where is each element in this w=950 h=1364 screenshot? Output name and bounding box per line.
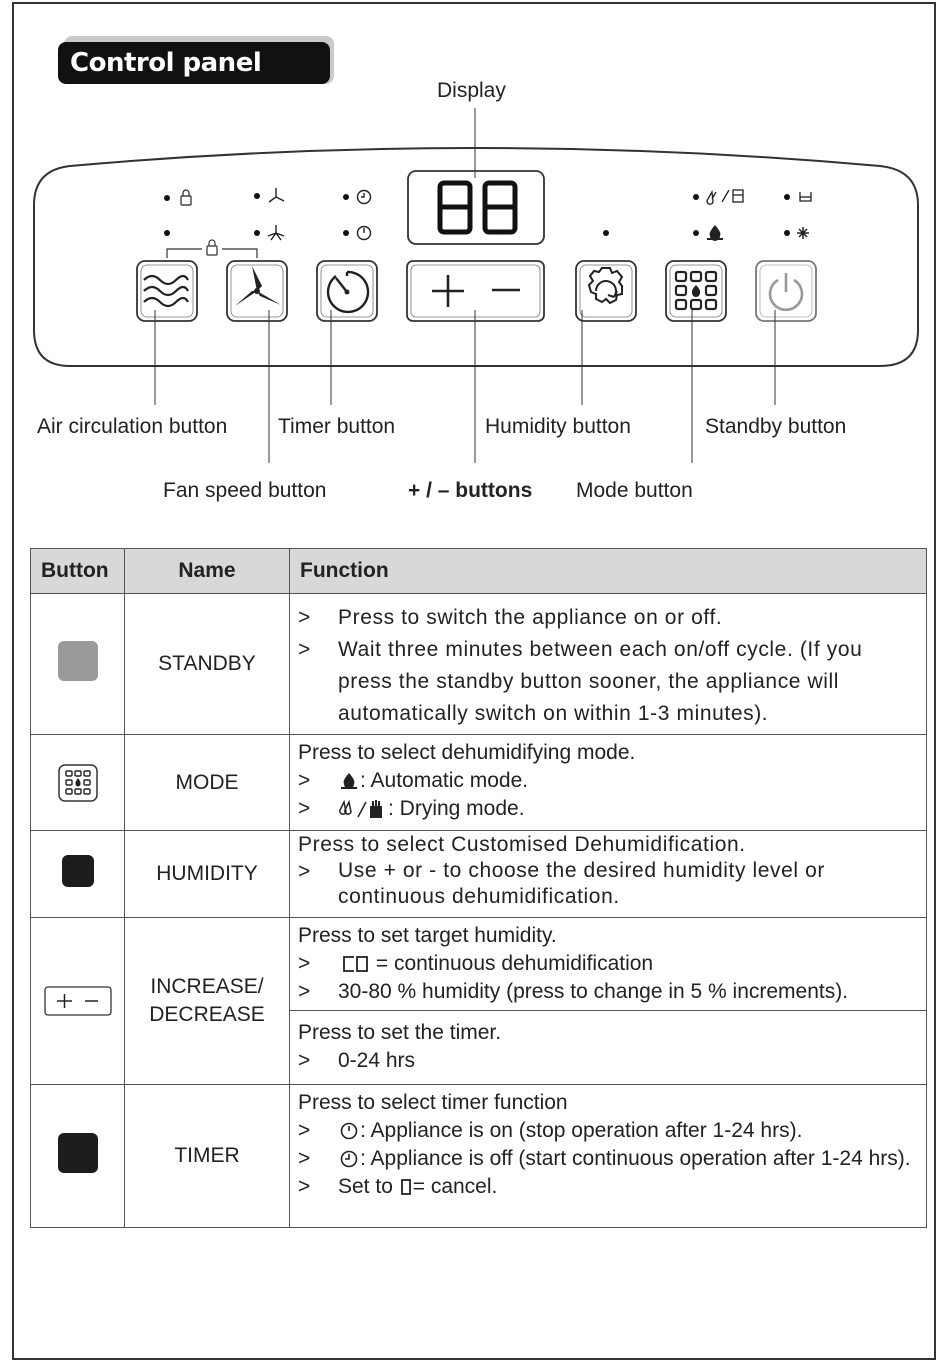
timer-off-icon bbox=[338, 1149, 360, 1169]
table-row: TIMER Press to select timer function > : Appliance is on (stop operation after 1-24 hrs). > : Appliance is off (start continuous operation after 1-24 hrs). > Set to = cancel. bbox=[31, 1085, 927, 1228]
header-button: Button bbox=[31, 549, 125, 594]
fan-speed-button-icon bbox=[227, 261, 287, 321]
table-row: INCREASE/ DECREASE Press to set target humidity. > = continuous dehumidification > 30-80 % humidity (press to change in 5 % increments). bbox=[31, 918, 927, 1011]
table-header-row bbox=[31, 549, 927, 594]
auto-mode-icon bbox=[338, 771, 360, 791]
drying-mode-icon bbox=[338, 798, 388, 820]
timer-off-indicator-icon bbox=[358, 191, 371, 204]
co-display-icon bbox=[338, 954, 370, 974]
humidity-range-text: 30-80 % humidity (press to change in 5 % increments). bbox=[338, 980, 849, 1003]
mode-button-icon bbox=[666, 261, 726, 321]
timer-cancel-pre: Set to bbox=[338, 1175, 393, 1198]
timer-intro: Press to select timer function bbox=[298, 1091, 568, 1114]
humidity-intro: Press to select Customised Dehumidification. bbox=[298, 833, 746, 856]
row-name-decrease: DECREASE bbox=[149, 1003, 265, 1026]
row-name-mode: MODE bbox=[125, 735, 290, 831]
callout-humidity: Humidity button bbox=[485, 415, 631, 438]
timer-hours-text: 0-24 hrs bbox=[338, 1049, 416, 1072]
timer-on-text: : Appliance is on (stop operation after 1-24 hrs). bbox=[360, 1119, 803, 1142]
mode-drying-text: : Drying mode. bbox=[388, 797, 525, 820]
row-name-timer: TIMER bbox=[125, 1085, 290, 1228]
header-function: Function bbox=[290, 549, 927, 594]
callout-display: Display bbox=[437, 79, 506, 102]
drying-indicator-icon bbox=[707, 190, 743, 204]
row-name-increase: INCREASE/ bbox=[150, 975, 264, 998]
timer-button-icon bbox=[317, 261, 377, 321]
control-panel-diagram bbox=[0, 0, 950, 520]
continuous-text: = continuous dehumidification bbox=[375, 952, 654, 975]
callout-fan-speed: Fan speed button bbox=[163, 479, 327, 502]
callout-standby: Standby button bbox=[705, 415, 847, 438]
timer-swatch-icon bbox=[58, 1133, 98, 1173]
auto-mode-indicator-icon bbox=[707, 225, 723, 241]
button-function-table bbox=[30, 548, 927, 1228]
timer-on-icon bbox=[338, 1121, 360, 1141]
table-row: MODE Press to select dehumidifying mode. > : Automatic mode. > : Drying mode. bbox=[31, 735, 927, 831]
tank-full-indicator-icon bbox=[800, 192, 811, 201]
plus-minus-small-icon bbox=[44, 986, 112, 1016]
row-name-standby: STANDBY bbox=[125, 594, 290, 735]
child-lock-bracket bbox=[167, 240, 257, 258]
target-humidity-intro: Press to set target humidity. bbox=[298, 924, 557, 947]
zero-digit-icon bbox=[399, 1177, 413, 1197]
defrost-indicator-icon bbox=[797, 227, 809, 239]
callout-mode: Mode button bbox=[576, 479, 693, 502]
indicator-dots bbox=[164, 193, 790, 236]
section-title: Control panel bbox=[58, 42, 330, 84]
timer-on-indicator-icon bbox=[358, 227, 371, 240]
standby-button-icon bbox=[756, 261, 816, 321]
humidity-button-icon bbox=[576, 261, 636, 321]
callout-timer: Timer button bbox=[278, 415, 396, 438]
table-row: Press to set the timer. > 0-24 hrs bbox=[31, 1011, 927, 1085]
display-88-icon bbox=[440, 183, 515, 232]
set-timer-intro: Press to set the timer. bbox=[298, 1021, 502, 1044]
humidity-line: Use + or - to choose the desired humidity level or continuous dehumidification. bbox=[338, 859, 825, 908]
standby-line-2: Wait three minutes between each on/off cycle. (If you press the standby button sooner, the appliance will automatically switch on within 1-3 minutes). bbox=[338, 638, 863, 725]
mode-intro: Press to select dehumidifying mode. bbox=[298, 741, 636, 764]
table-row: HUMIDITY Press to select Customised Dehumidification. > Use + or - to choose the desired humidity level or continuous dehumidification. bbox=[31, 831, 927, 918]
callout-plus-minus: + / – buttons bbox=[408, 479, 533, 502]
lock-indicator-icon bbox=[181, 190, 191, 205]
callout-air-circulation: Air circulation button bbox=[37, 415, 228, 438]
table-row: STANDBY > Press to switch the appliance on or off. > Wait three minutes between each on/off cycle. (If you press the standby button sooner, the appliance will automatically switch on within 1-3 minutes). bbox=[31, 594, 927, 735]
row-name-humidity: HUMIDITY bbox=[125, 831, 290, 918]
header-name: Name bbox=[125, 549, 290, 594]
mode-button-small-icon bbox=[58, 764, 98, 802]
fan-high-indicator-icon bbox=[268, 225, 284, 240]
mode-auto-text: : Automatic mode. bbox=[360, 769, 529, 792]
standby-line-1: Press to switch the appliance on or off. bbox=[338, 606, 723, 629]
humidity-swatch-icon bbox=[62, 855, 94, 887]
timer-cancel-post: = cancel. bbox=[412, 1175, 498, 1198]
fan-low-indicator-icon bbox=[269, 188, 284, 202]
timer-off-text: : Appliance is off (start continuous operation after 1-24 hrs). bbox=[360, 1147, 911, 1170]
air-circulation-button-icon bbox=[137, 261, 197, 321]
display-window bbox=[408, 171, 544, 244]
standby-swatch-icon bbox=[58, 641, 98, 681]
